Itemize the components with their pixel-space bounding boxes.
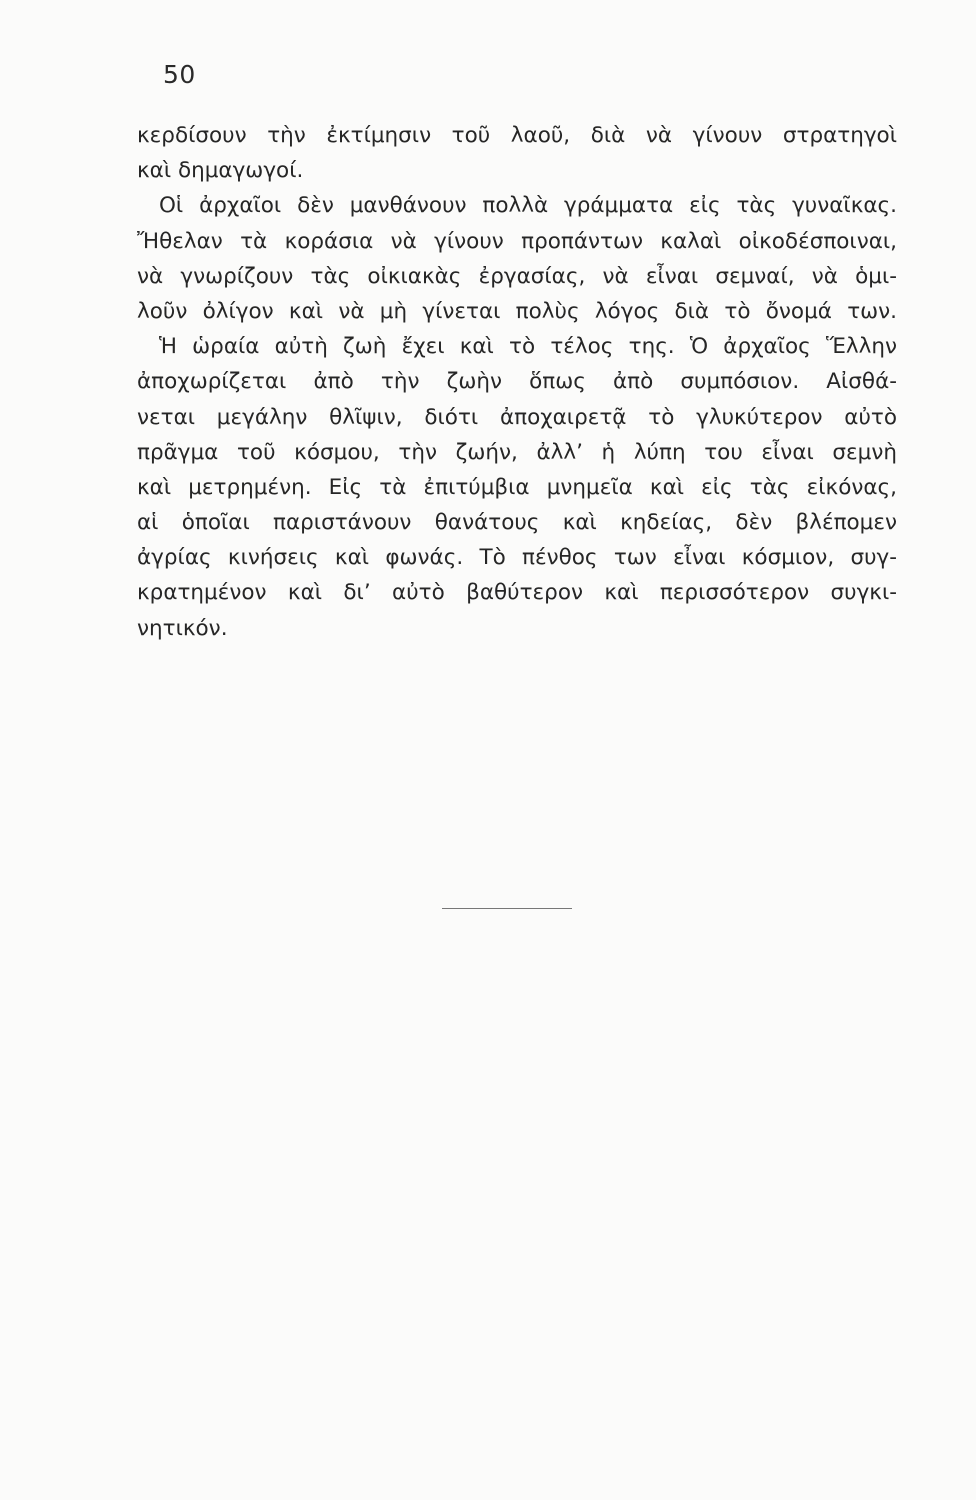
body-text [137,118,897,646]
text-line: ἀγρίας κινήσεις καὶ φωνάς. Τὸ πένθος των εἶναι κόσμιον, συγ- [137,545,897,571]
text-line: πρᾶγμα τοῦ κόσμου, τὴν ζωήν, ἀλλ’ ἡ λύπη του εἶναι σεμνὴ [137,439,897,465]
text-line: νητικόν. [137,615,228,641]
text-line: Οἱ ἀρχαῖοι δὲν μανθάνουν πολλὰ γράμματα εἰς τὰς γυναῖκας. [159,193,897,219]
text-line: ἀποχωρίζεται ἀπὸ τὴν ζωὴν ὅπως ἀπὸ συμπόσιον. Αἰσθά- [137,369,897,395]
text-line: κερδίσουν τὴν ἐκτίμησιν τοῦ λαοῦ, διὰ νὰ γίνουν στρατηγοὶ [137,123,897,148]
page-number: 50 [163,60,196,89]
text-line: λοῦν ὀλίγον καὶ νὰ μὴ γίνεται πολὺς λόγος διὰ τὸ ὄνομά των. [137,298,897,324]
text-line: κρατημένον καὶ δι’ αὐτὸ βαθύτερον καὶ περισσότερον συγκι- [137,580,897,606]
text-line: Ἡ ὡραία αὐτὴ ζωὴ ἔχει καὶ τὸ τέλος της. Ὁ ἀρχαῖος Ἕλλην [159,334,897,360]
text-line: Ἤθελαν τὰ κοράσια νὰ γίνουν προπάντων καλαὶ οἰκοδέσποιναι, [137,228,897,254]
text-line: νεται μεγάλην θλῖψιν, διότι ἀποχαιρετᾷ τὸ γλυκύτερον αὐτὸ [137,404,897,430]
text-line: καὶ δημαγωγοί. [137,158,304,184]
end-of-chapter-rule [442,908,572,909]
text-line: αἱ ὁποῖαι παριστάνουν θανάτους καὶ κηδείας, δὲν βλέπομεν [137,510,897,536]
text-line: καὶ μετρημένη. Εἰς τὰ ἐπιτύμβια μνημεῖα καὶ εἰς τὰς εἰκόνας, [137,474,897,500]
text-line: νὰ γνωρίζουν τὰς οἰκιακὰς ἐργασίας, νὰ εἶναι σεμναί, νὰ ὁμι- [137,263,897,289]
